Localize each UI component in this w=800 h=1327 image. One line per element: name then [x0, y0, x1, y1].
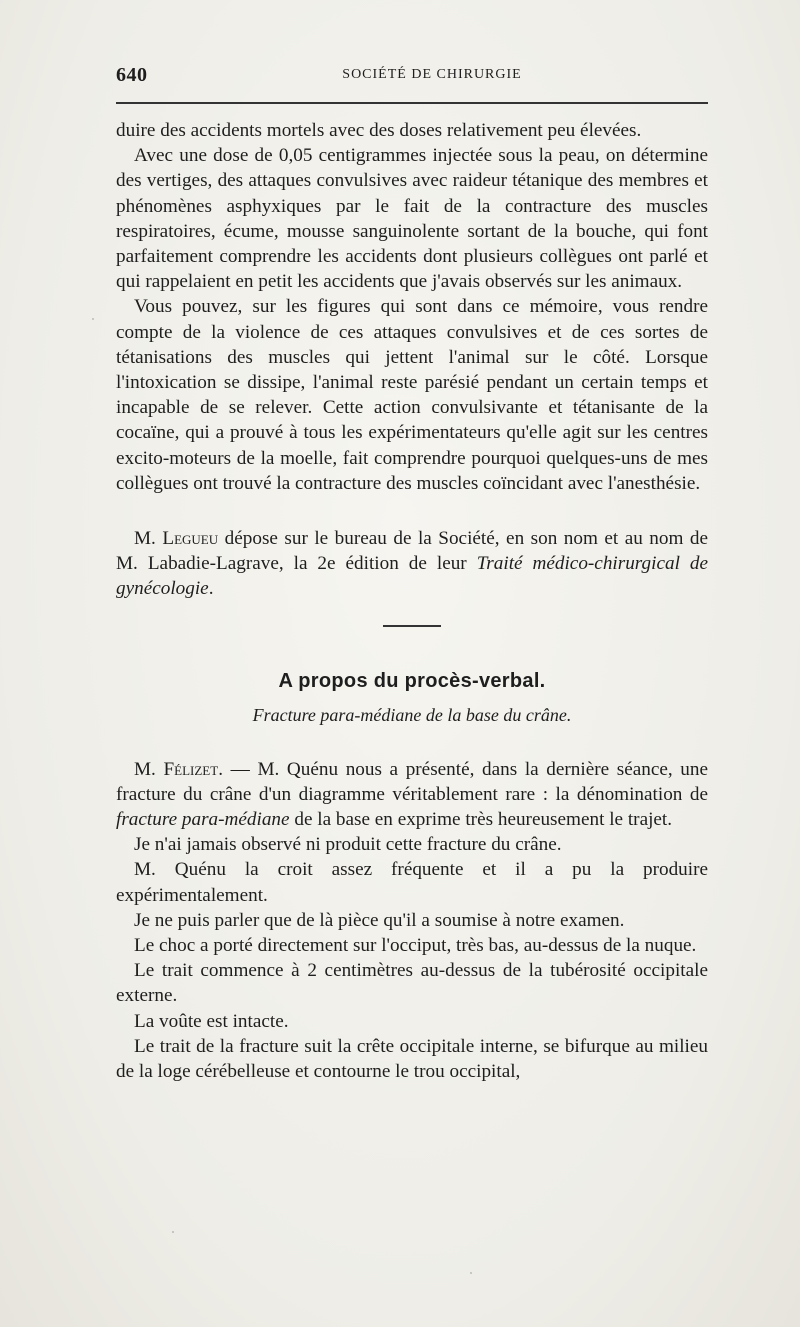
em-dash: —: [230, 758, 250, 780]
speaker-name: Félizet: [163, 758, 219, 780]
paragraph-legueu: [116, 526, 708, 602]
paragraph-fracture-line: Le trait de la fracture suit la crête occipitale interne, se bifurque au milieu de la loge cérébelleuse et contourne le trou occipital,: [116, 1035, 708, 1083]
legueu-end: .: [208, 578, 214, 600]
paragraph-felizet: M. Félizet. — M. Quénu nous a présenté, dans la dernière séance, une fracture du crâne d'un diagramme véritablement rare : la dénomination de fracture para-médiane de la base en exprime très heureusement le trajet.: [116, 758, 709, 831]
speaker-prefix: M.: [134, 758, 156, 780]
paragraph-quenu-frequent: M. Quénu la croit assez fréquente et il a pu la produire expérimentalement.: [116, 859, 708, 906]
section-separator: [383, 625, 441, 627]
speaker-name: Legueu: [162, 528, 219, 550]
page-header: [116, 64, 708, 88]
paragraph-piece: Je ne puis parler que de là pièce qu'il a soumise à notre examen.: [134, 909, 625, 931]
paragraph-never-observed: Je n'ai jamais observé ni produit cette fracture du crâne.: [134, 834, 562, 856]
paper-speck: [92, 318, 94, 320]
paragraph-figures: Vous pouvez, sur les figures qui sont dans ce mémoire, vous rendre compte de la violence de ces attaques convulsives et de ces sortes de tétanisations des muscles qui jettent l'animal sur le côté. Lorsque l'intoxication se dissipe, l'animal reste parésié pendant un certain temps et incapable de se relever. Cette action convulsivante et tétanisante de la cocaïne, qui a prouvé à tous les expérimentateurs qu'elle agit sur les centres excito-moteurs de la moelle, fait comprendre pourquoi quelques-uns de mes collègues ont trouvé la contracture des muscles coïncidant avec l'anesthésie.: [116, 296, 708, 494]
fracture-term: fracture para-médiane: [116, 809, 290, 831]
paragraph-continuation: duire des accidents mortels avec des doses relativement peu élevées.: [116, 120, 642, 141]
section-title: A propos du procès-verbal.: [278, 669, 546, 692]
paragraph-line-start: Le trait commence à 2 centimètres au-dessus de la tubérosité occipitale externe.: [116, 960, 708, 1007]
section-subtitle: Fracture para-médiane de la base du crâne.: [252, 704, 572, 725]
speaker-prefix: M.: [134, 528, 156, 550]
paragraph-shock: Le choc a porté directement sur l'occiput, très bas, au-dessus de la nuque.: [134, 935, 697, 957]
paragraph-vault: La voûte est intacte.: [134, 1010, 289, 1032]
paper-speck: [172, 1231, 174, 1233]
page-number: 640: [116, 64, 148, 86]
felizet-text-before: M. Quénu nous a présenté, dans la dernière séance, une fracture du crâne d'un diagramme véritablement rare : la dénomination de: [116, 758, 709, 805]
paper-speck: [470, 1272, 472, 1274]
header-rule: [116, 102, 708, 104]
felizet-text-after: de la base en exprime très heureusement le trajet.: [294, 809, 673, 831]
legueu-text: dépose sur le bureau de la Société, en son nom et au nom de M. Labadie-Lagrave, la 2e édition de leur: [116, 528, 709, 575]
running-head: SOCIÉTÉ DE CHIRURGIE: [342, 67, 522, 82]
paragraph-dose: Avec une dose de 0,05 centigrammes injectée sous la peau, on détermine des vertiges, des attaques convulsives avec raideur tétanique des membres et phénomènes asphyxiques par le fait de la contracture des muscles respiratoires, écume, mousse sanguinolente sortant de la bouche, qui font parfaitement comprendre les accidents dont plusieurs collègues ont parlé et qui rappelaient en petit les accidents que j'avais observés sur les animaux.: [116, 145, 708, 293]
body-text: [116, 118, 708, 1084]
book-title: Traité médico-chirurgical de gynécologie: [116, 553, 709, 600]
